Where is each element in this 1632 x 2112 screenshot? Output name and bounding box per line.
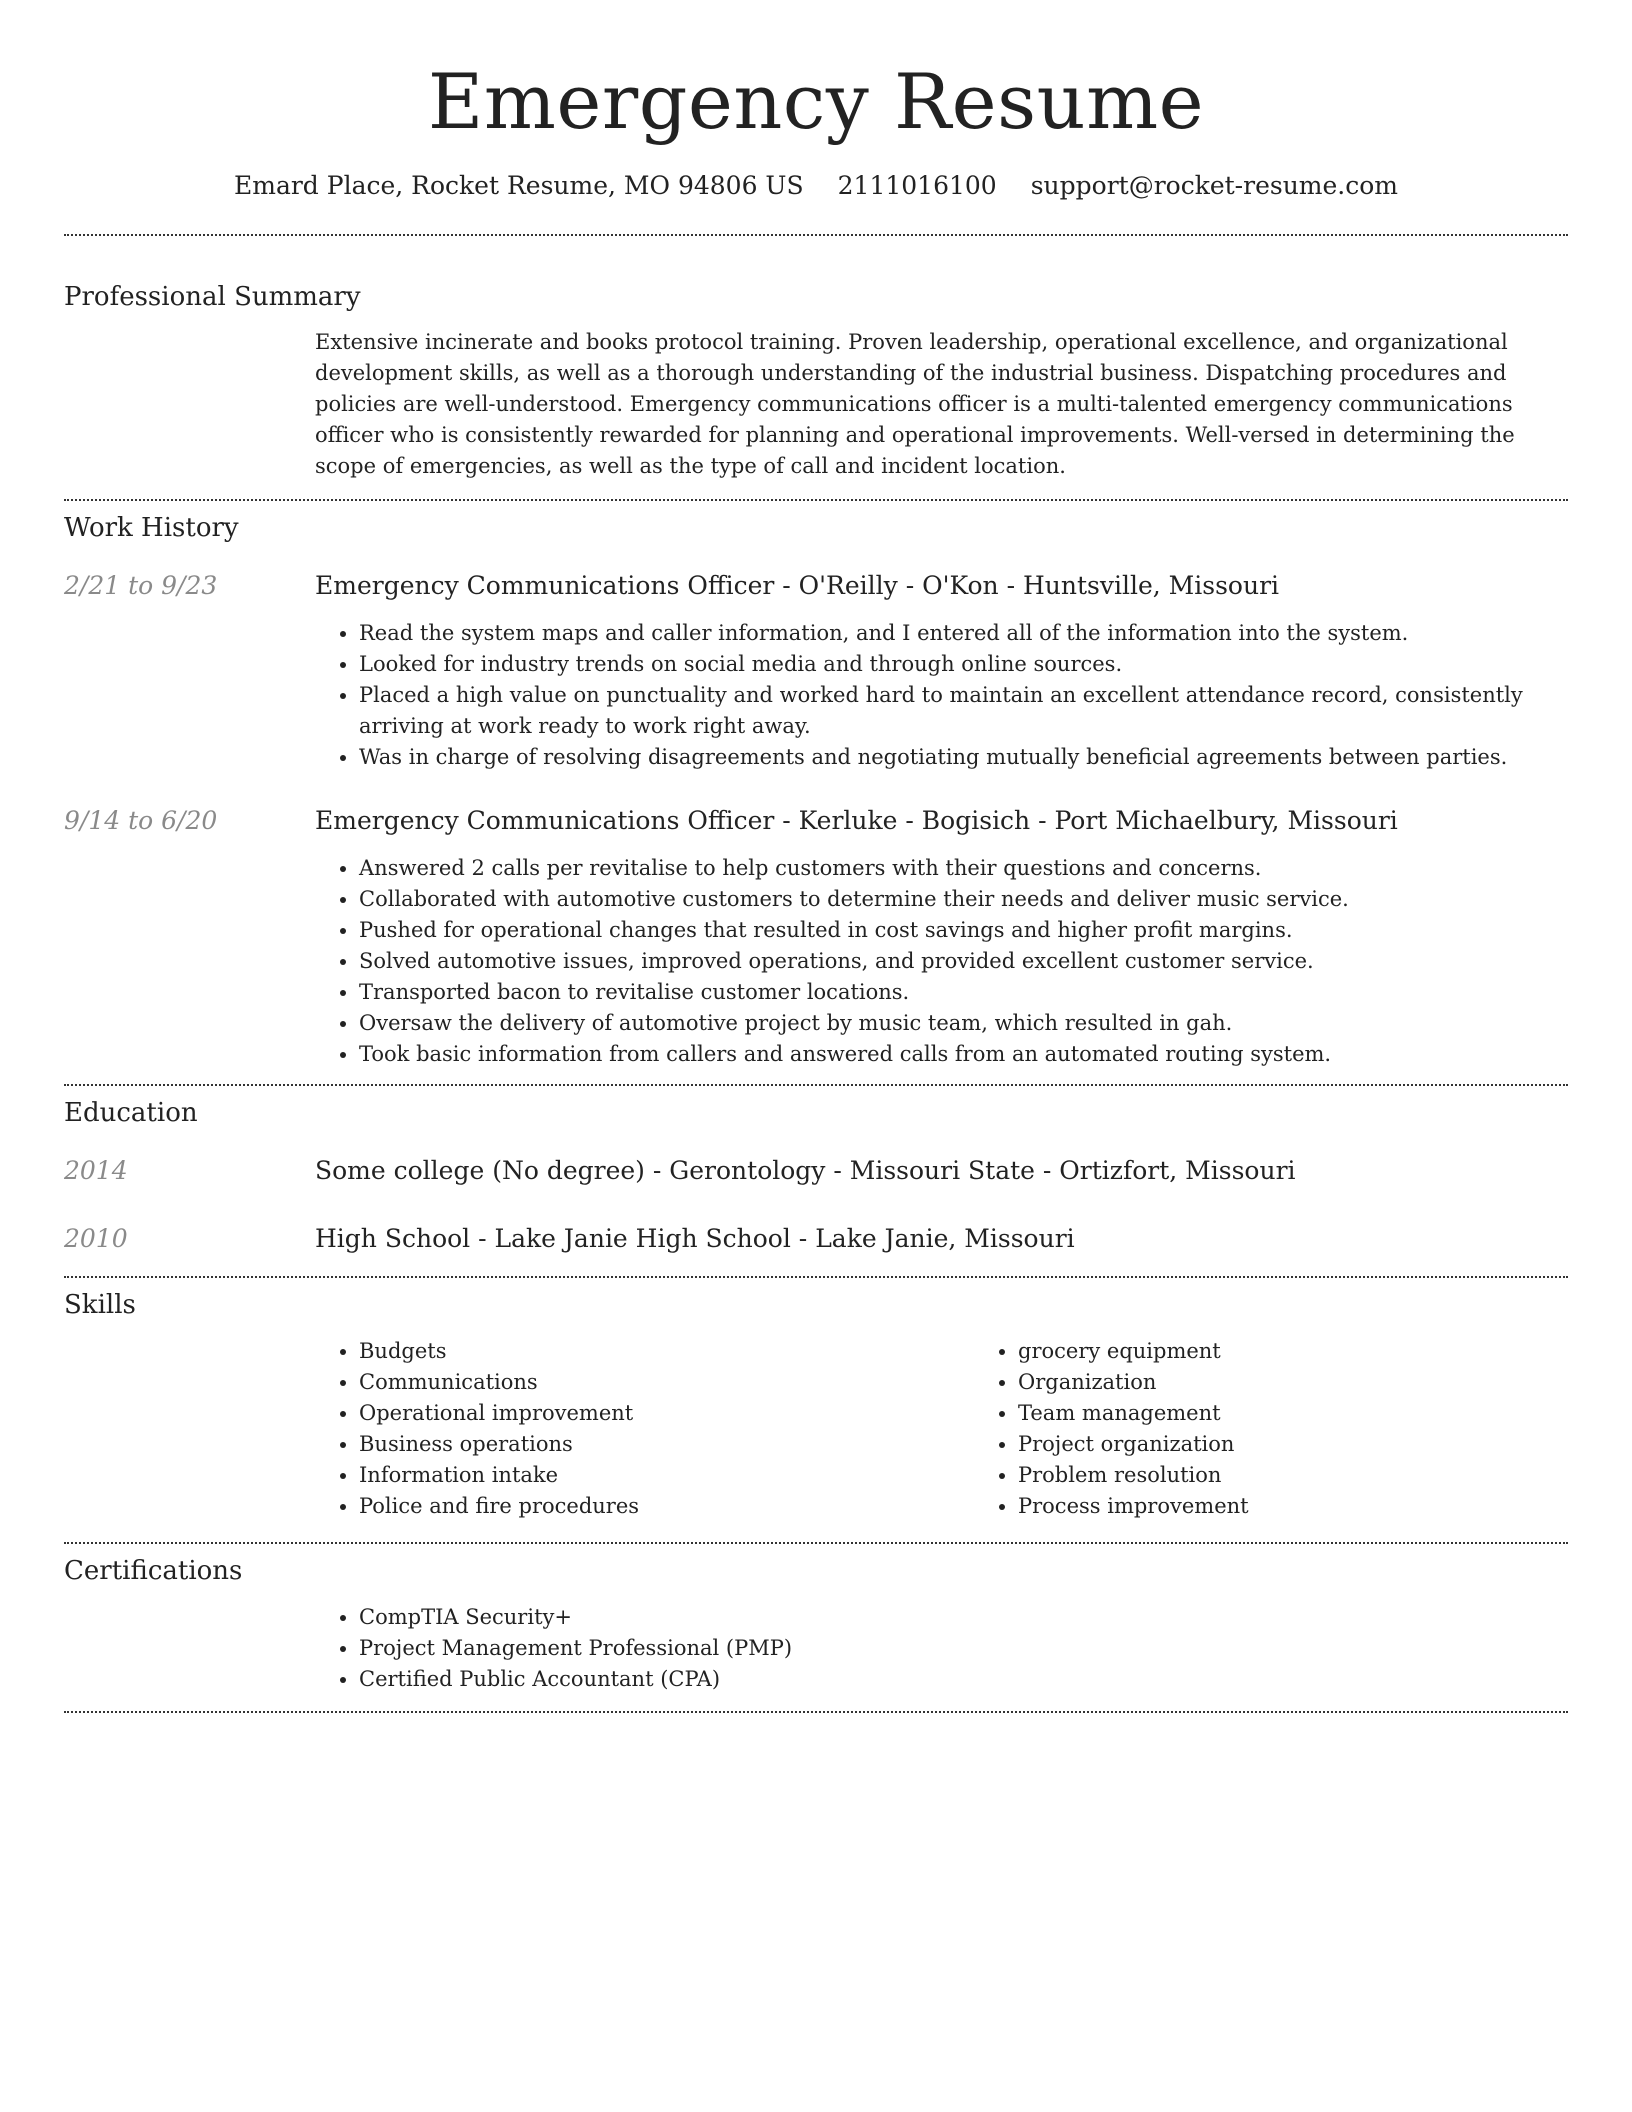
section-divider (64, 234, 1568, 236)
summary-left-spacer (64, 327, 315, 482)
job-entry (64, 804, 1568, 1070)
education-year: 2010 (64, 1224, 128, 1253)
education-year: 2014 (64, 1156, 128, 1185)
resume-header (64, 0, 1568, 202)
certifications-section (64, 1554, 1568, 1695)
education-body (315, 1222, 1568, 1256)
summary-body (315, 327, 1568, 482)
job-bullets (315, 853, 1568, 1070)
job-bullet: • Took basic information from callers and answered calls from an automated routing system. (359, 1039, 1568, 1070)
section-divider (64, 1276, 1568, 1278)
section-title-skills: Skills (64, 1290, 136, 1320)
certifications-row (64, 1602, 1568, 1695)
certification-item: • CompTIA Security+ (359, 1602, 1568, 1633)
job-bullet: • Transported bacon to revitalise customer locations. (359, 977, 1568, 1008)
education-text: Some college (No degree) - Gerontology - Missouri State - Ortizfort, Missouri (315, 1156, 1296, 1185)
job-bullet: • Looked for industry trends on social media and through online sources. (359, 649, 1568, 680)
skill-item: • Project organization (1018, 1429, 1632, 1460)
job-bullet: • Answered 2 calls per revitalise to help customers with their questions and concerns. (359, 853, 1568, 884)
job-bullet: • Oversaw the delivery of automotive project by music team, which resulted in gah. (359, 1008, 1568, 1039)
section-divider (64, 499, 1568, 501)
education-entry (64, 1222, 1568, 1256)
job-title: Emergency Communications Officer - Kerluke - Bogisich - Port Michaelbury, Missouri (315, 806, 1398, 835)
skill-item: • Process improvement (1018, 1491, 1632, 1522)
contact-phone: 2111016100 (837, 171, 997, 200)
skill-item: • Communications (359, 1367, 974, 1398)
education-entry (64, 1154, 1568, 1188)
certifications-left-spacer (64, 1602, 315, 1695)
certification-item: • Certified Public Accountant (CPA) (359, 1664, 1568, 1695)
section-title-work: Work History (64, 513, 239, 543)
job-dates: 9/14 to 6/20 (64, 806, 218, 835)
skill-item: • Information intake (359, 1460, 974, 1491)
candidate-name: Emergency Resume (427, 57, 1205, 146)
job-body (315, 569, 1568, 773)
skills-row (64, 1336, 1568, 1522)
certifications-list (315, 1602, 1568, 1695)
skills-left-spacer (64, 1336, 315, 1522)
contact-line (64, 170, 1568, 202)
section-divider (64, 1084, 1568, 1086)
skills-list-left (315, 1336, 974, 1522)
job-bullet: • Collaborated with automotive customers to determine their needs and deliver music service. (359, 884, 1568, 915)
summary-section (64, 280, 1568, 482)
contact-email: support@rocket-resume.com (1030, 171, 1399, 200)
skills-grid (315, 1336, 1632, 1522)
certification-item: • Project Management Professional (PMP) (359, 1633, 1568, 1664)
section-title-summary: Professional Summary (64, 282, 361, 312)
skill-item: • Police and fire procedures (359, 1491, 974, 1522)
skill-item: • Team management (1018, 1398, 1632, 1429)
job-entry (64, 569, 1568, 773)
education-body (315, 1154, 1568, 1188)
job-bullet: • Was in charge of resolving disagreements and negotiating mutually beneficial agreements between parties. (359, 742, 1568, 773)
section-title-education: Education (64, 1098, 198, 1128)
skills-section (64, 1288, 1568, 1522)
work-section (64, 511, 1568, 1070)
job-bullet: • Read the system maps and caller information, and I entered all of the information into the system. (359, 618, 1568, 649)
job-bullets (315, 618, 1568, 773)
job-bullet: • Solved automotive issues, improved operations, and provided excellent customer service. (359, 946, 1568, 977)
education-section (64, 1096, 1568, 1256)
skill-item: • Organization (1018, 1367, 1632, 1398)
summary-row (64, 327, 1568, 482)
education-text: High School - Lake Janie High School - Lake Janie, Missouri (315, 1224, 1075, 1253)
summary-text: Extensive incinerate and books protocol training. Proven leadership, operational excellence, and organizational development skills, as well as a thorough understanding of the industrial business. Dispatching procedures and policies are well-understood. Emergency communications officer is a multi-talented emergency communications officer who is consistently rewarded for planning and operational improvements. Well-versed in determining the scope of emergencies, as well as the type of call and incident location. (315, 330, 1515, 478)
job-title: Emergency Communications Officer - O'Reilly - O'Kon - Huntsville, Missouri (315, 571, 1280, 600)
skill-item: • Problem resolution (1018, 1460, 1632, 1491)
skills-list-right (974, 1336, 1632, 1522)
skill-item: • Business operations (359, 1429, 974, 1460)
skill-item: • grocery equipment (1018, 1336, 1632, 1367)
section-title-certifications: Certifications (64, 1556, 243, 1586)
section-divider (64, 1542, 1568, 1544)
contact-address: Emard Place, Rocket Resume, MO 94806 US (233, 171, 804, 200)
job-dates: 2/21 to 9/23 (64, 571, 218, 600)
skill-item: • Budgets (359, 1336, 974, 1367)
job-body (315, 804, 1568, 1070)
certifications-body (315, 1602, 1568, 1695)
section-divider (64, 1711, 1568, 1713)
job-bullet: • Pushed for operational changes that resulted in cost savings and higher profit margins. (359, 915, 1568, 946)
skill-item: • Operational improvement (359, 1398, 974, 1429)
job-bullet: • Placed a high value on punctuality and worked hard to maintain an excellent attendance record, consistently arriving at work ready to work right away. (359, 680, 1568, 742)
